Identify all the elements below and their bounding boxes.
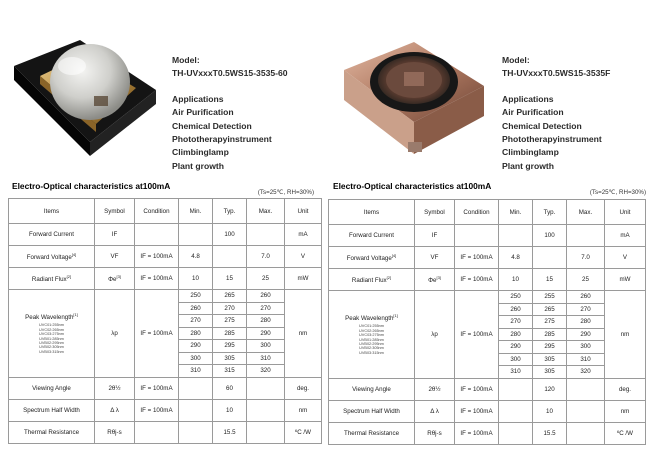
footnote-ref: [1] — [73, 312, 78, 318]
typ-cell: 305 — [533, 353, 567, 366]
variant-label: UVC03:275nm — [39, 332, 64, 337]
typ-cell: 295 — [533, 341, 567, 354]
max-cell: 7.0 — [567, 247, 605, 269]
table-row — [9, 399, 322, 421]
footnote-ref: [3] — [116, 273, 121, 279]
unit-cell: nm — [605, 291, 646, 379]
footnote-ref: [3] — [436, 274, 441, 280]
application-item: Phototherapyinstrument — [502, 134, 602, 145]
item-label: Forward Voltage — [346, 255, 392, 263]
model-code: TH-UVxxxT0.5WS15-3535-60 — [172, 68, 288, 79]
section-title: Electro-Optical characteristics at100mA — [12, 181, 171, 191]
model-label: Model: — [172, 55, 200, 65]
model-code: TH-UVxxxT0.5WS15-3535F — [502, 68, 611, 79]
condition-cell: IF = 100mA — [455, 378, 499, 400]
max-cell: 270 — [567, 303, 605, 316]
header-cell: Typ. — [213, 199, 247, 224]
unit-cell: deg. — [605, 378, 646, 400]
footnote-ref: [4] — [391, 252, 397, 258]
min-cell: 4.8 — [179, 246, 213, 268]
min-cell: 310 — [499, 366, 533, 379]
test-conditions: (Ts=25℃, RH=30%) — [589, 189, 646, 196]
led-dome-lens-photo — [10, 22, 160, 172]
application-item: Climbinglamp — [502, 147, 559, 158]
symbol-cell: Δ λ — [415, 400, 455, 422]
condition-cell: IF = 100mA — [455, 291, 499, 379]
typ-cell: 100 — [213, 224, 247, 246]
condition-cell: IF = 100mA — [135, 290, 179, 378]
item-cell: Forward Current — [329, 225, 415, 247]
min-cell — [499, 378, 533, 400]
symbol-label: Φe — [428, 277, 437, 285]
min-cell — [179, 224, 213, 246]
max-cell: 25 — [247, 268, 285, 290]
condition-cell — [455, 225, 499, 247]
max-cell — [247, 377, 285, 399]
item-cell — [329, 291, 415, 379]
typ-cell: 275 — [213, 315, 247, 328]
variant-label: UVC02:265nm — [39, 327, 64, 332]
application-item: Chemical Detection — [172, 120, 252, 131]
max-cell — [247, 224, 285, 246]
variant-label: UVB03:315nm — [359, 350, 384, 355]
condition-cell: IF = 100mA — [455, 400, 499, 422]
typ-cell: 100 — [533, 225, 567, 247]
typ-cell: 15.5 — [213, 421, 247, 443]
table-row — [329, 378, 646, 400]
table-row — [329, 225, 646, 247]
max-cell: 310 — [567, 353, 605, 366]
variant-label: UVC02:265nm — [359, 328, 384, 333]
typ-cell: 285 — [213, 327, 247, 340]
header-cell: Unit — [605, 200, 646, 225]
applications-heading: Applications — [172, 93, 224, 104]
item-cell: Thermal Resistance — [329, 422, 415, 444]
application-item: Plant growth — [502, 160, 555, 171]
typ-cell: 15 — [213, 268, 247, 290]
min-cell: 290 — [179, 340, 213, 353]
max-cell: 290 — [247, 327, 285, 340]
symbol-cell: IF — [95, 224, 135, 246]
max-cell — [247, 421, 285, 443]
application-item: Climbinglamp — [172, 147, 229, 158]
variant-label: UVB01:285nm — [359, 337, 384, 342]
max-cell — [567, 422, 605, 444]
wavelength-variants — [10, 323, 93, 354]
min-cell: 10 — [179, 268, 213, 290]
min-cell: 4.8 — [499, 247, 533, 269]
spec-table — [328, 199, 646, 445]
max-cell: 320 — [567, 366, 605, 379]
footnote-ref: [2] — [66, 273, 72, 279]
header-cell: Typ. — [533, 200, 567, 225]
application-item: Plant growth — [172, 160, 225, 171]
symbol-cell — [415, 269, 455, 291]
min-cell: 260 — [179, 302, 213, 315]
item-cell — [9, 268, 95, 290]
header-cell: Symbol — [95, 199, 135, 224]
min-cell — [179, 377, 213, 399]
unit-cell: nm — [285, 399, 322, 421]
unit-cell: V — [605, 247, 646, 269]
min-cell — [499, 422, 533, 444]
min-cell: 270 — [179, 315, 213, 328]
min-cell: 300 — [499, 353, 533, 366]
min-cell — [179, 399, 213, 421]
max-cell: 270 — [247, 302, 285, 315]
header-cell: Max. — [247, 199, 285, 224]
header-cell: Condition — [135, 199, 179, 224]
item-cell: Forward Current — [9, 224, 95, 246]
unit-cell: deg. — [285, 377, 322, 399]
variant-label: UVB02:295nm — [359, 341, 384, 346]
led-flat-window-photo — [338, 22, 488, 172]
variant-label: UVB02:305nm — [359, 346, 384, 351]
max-cell — [567, 378, 605, 400]
max-cell: 25 — [567, 269, 605, 291]
header-cell: Unit — [285, 199, 322, 224]
max-cell: 260 — [247, 290, 285, 303]
max-cell: 300 — [567, 341, 605, 354]
test-conditions: (Ts=25℃, RH=30%) — [257, 189, 314, 196]
spec-table — [8, 198, 322, 444]
footnote-ref: [1] — [393, 313, 398, 319]
symbol-label: Φe — [108, 276, 117, 284]
typ-cell: 265 — [533, 303, 567, 316]
header-cell: Condition — [455, 200, 499, 225]
product-info — [172, 54, 322, 173]
min-cell — [179, 421, 213, 443]
table-row — [9, 290, 322, 303]
max-cell: 7.0 — [247, 246, 285, 268]
typ-cell: 120 — [533, 378, 567, 400]
max-cell — [567, 225, 605, 247]
min-cell: 280 — [499, 328, 533, 341]
product-info — [502, 54, 650, 173]
min-cell — [499, 225, 533, 247]
variant-label: UVB02:305nm — [39, 345, 64, 350]
item-cell: Spectrum Half Width — [329, 400, 415, 422]
variant-label: UVB03:315nm — [39, 349, 64, 354]
footnote-ref: [2] — [386, 274, 392, 280]
typ-cell: 315 — [213, 365, 247, 378]
header-cell: Min. — [179, 199, 213, 224]
max-cell: 320 — [247, 365, 285, 378]
item-label: Radiant Flux — [31, 276, 67, 284]
typ-cell — [213, 246, 247, 268]
variant-label: UVB01:285nm — [39, 336, 64, 341]
variant-label: UVC01:255nm — [39, 323, 64, 328]
unit-cell: mA — [285, 224, 322, 246]
typ-cell: 305 — [213, 352, 247, 365]
condition-cell — [135, 224, 179, 246]
section-title: Electro-Optical characteristics at100mA — [333, 181, 492, 191]
item-label: Radiant Flux — [351, 277, 387, 285]
symbol-cell: Rθj-s — [415, 422, 455, 444]
table-row — [9, 246, 322, 268]
condition-cell: IF = 100mA — [455, 422, 499, 444]
table-row — [9, 421, 322, 443]
symbol-cell: Δ λ — [95, 399, 135, 421]
typ-cell: 270 — [213, 302, 247, 315]
typ-cell: 295 — [213, 340, 247, 353]
header-cell: Symbol — [415, 200, 455, 225]
header-cell: Min. — [499, 200, 533, 225]
unit-cell: nm — [285, 290, 322, 378]
symbol-cell: VF — [415, 247, 455, 269]
table-row — [9, 224, 322, 246]
variant-label: UVC03:275nm — [359, 333, 384, 338]
max-cell: 280 — [247, 315, 285, 328]
table-row — [329, 422, 646, 444]
table-row — [329, 247, 646, 269]
max-cell: 300 — [247, 340, 285, 353]
condition-cell — [135, 421, 179, 443]
unit-cell: ºC /W — [285, 421, 322, 443]
condition-cell: IF = 100mA — [455, 247, 499, 269]
unit-cell: mA — [605, 225, 646, 247]
unit-cell: nm — [605, 400, 646, 422]
max-cell: 260 — [567, 291, 605, 304]
typ-cell: 10 — [533, 400, 567, 422]
symbol-cell — [95, 268, 135, 290]
symbol-cell: λp — [415, 291, 455, 379]
item-cell: Thermal Resistance — [9, 421, 95, 443]
symbol-cell: VF — [95, 246, 135, 268]
min-cell: 250 — [179, 290, 213, 303]
table-row — [329, 291, 646, 304]
symbol-cell: 2θ½ — [415, 378, 455, 400]
applications-heading: Applications — [502, 93, 554, 104]
item-label: Peak Wavelength — [345, 315, 394, 323]
typ-cell: 265 — [213, 290, 247, 303]
min-cell: 290 — [499, 341, 533, 354]
min-cell: 260 — [499, 303, 533, 316]
variant-label: UVB02:295nm — [39, 340, 64, 345]
header-cell: Max. — [567, 200, 605, 225]
min-cell — [499, 400, 533, 422]
max-cell: 280 — [567, 316, 605, 329]
typ-cell: 275 — [533, 316, 567, 329]
typ-cell: 285 — [533, 328, 567, 341]
condition-cell: IF = 100mA — [135, 377, 179, 399]
item-cell — [329, 269, 415, 291]
item-cell: Viewing Angle — [329, 378, 415, 400]
footnote-ref: [4] — [71, 251, 77, 257]
symbol-cell: 2θ½ — [95, 377, 135, 399]
item-label: Peak Wavelength — [25, 314, 74, 322]
min-cell: 280 — [179, 327, 213, 340]
typ-cell: 15 — [533, 269, 567, 291]
min-cell: 310 — [179, 365, 213, 378]
max-cell — [247, 399, 285, 421]
application-item: Air Purification — [502, 107, 564, 118]
min-cell: 10 — [499, 269, 533, 291]
min-cell: 270 — [499, 316, 533, 329]
model-label: Model: — [502, 55, 530, 65]
table-header-row — [329, 200, 646, 225]
header-cell: Items — [9, 199, 95, 224]
table-row — [9, 377, 322, 399]
typ-cell: 60 — [213, 377, 247, 399]
application-item: Air Purification — [172, 107, 234, 118]
unit-cell: V — [285, 246, 322, 268]
application-item: Phototherapyinstrument — [172, 134, 272, 145]
symbol-cell: IF — [415, 225, 455, 247]
min-cell: 250 — [499, 291, 533, 304]
table-row — [329, 400, 646, 422]
table-header-row — [9, 199, 322, 224]
min-cell: 300 — [179, 352, 213, 365]
item-cell: Spectrum Half Width — [9, 399, 95, 421]
unit-cell: ºC /W — [605, 422, 646, 444]
typ-cell: 305 — [533, 366, 567, 379]
table-row — [329, 269, 646, 291]
typ-cell: 15.5 — [533, 422, 567, 444]
item-cell — [329, 247, 415, 269]
condition-cell: IF = 100mA — [135, 399, 179, 421]
item-cell: Viewing Angle — [9, 377, 95, 399]
table-row — [9, 268, 322, 290]
typ-cell: 10 — [213, 399, 247, 421]
symbol-cell: λp — [95, 290, 135, 378]
condition-cell: IF = 100mA — [455, 269, 499, 291]
max-cell: 310 — [247, 352, 285, 365]
unit-cell: mW — [285, 268, 322, 290]
variant-label: UVC01:255nm — [359, 324, 384, 329]
max-cell: 290 — [567, 328, 605, 341]
condition-cell: IF = 100mA — [135, 268, 179, 290]
header-cell: Items — [329, 200, 415, 225]
item-cell — [9, 246, 95, 268]
wavelength-variants — [330, 324, 413, 355]
item-label: Forward Voltage — [26, 254, 72, 262]
symbol-cell: Rθj-s — [95, 421, 135, 443]
item-cell — [9, 290, 95, 378]
typ-cell: 255 — [533, 291, 567, 304]
max-cell — [567, 400, 605, 422]
typ-cell — [533, 247, 567, 269]
application-item: Chemical Detection — [502, 120, 582, 131]
condition-cell: IF = 100mA — [135, 246, 179, 268]
unit-cell: mW — [605, 269, 646, 291]
